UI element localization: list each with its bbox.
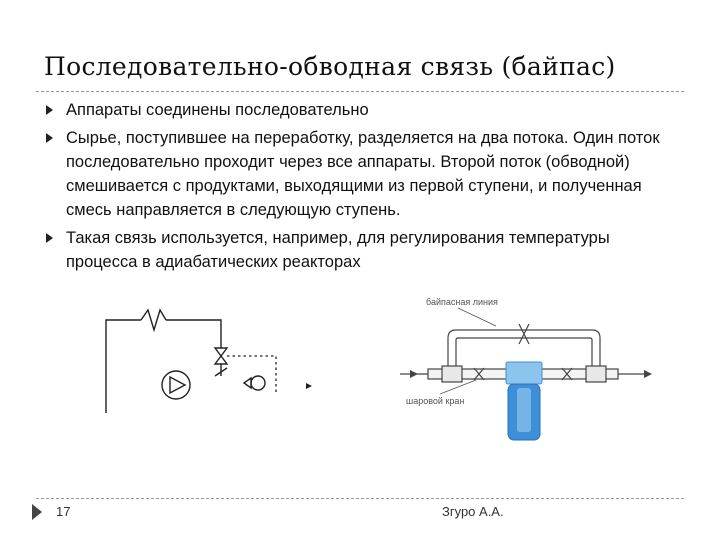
footer-arrow-icon xyxy=(32,504,42,520)
filter-head xyxy=(506,362,542,384)
bullet-list xyxy=(44,98,684,278)
process-schematic xyxy=(96,298,326,428)
right-tee xyxy=(586,366,606,382)
heat-exchanger-symbol xyxy=(141,310,166,330)
instrument-circle xyxy=(251,376,265,390)
bullet-item xyxy=(44,226,684,274)
slide-title: Последовательно-обводная связь (байпас) xyxy=(44,52,616,81)
bullet-text: Аппараты соединены последовательно xyxy=(66,101,369,119)
control-valve-symbol xyxy=(215,348,227,364)
bypass-valve-icon xyxy=(519,324,529,344)
bullet-arrow-icon xyxy=(46,233,53,243)
author-name: Згуро А.А. xyxy=(442,504,504,519)
bullet-text: Сырье, поступившее на переработку, разделяется на два потока. Один поток последовательно проходит через все аппараты. Второй поток (обводной) смешивается с продуктами, выходящими из первой ступени, и полученная смесь направляется в следующую ступень. xyxy=(66,129,660,219)
valve-stem xyxy=(215,364,227,376)
bullet-item xyxy=(44,126,684,222)
left-tee xyxy=(442,366,462,382)
bullet-item xyxy=(44,98,684,122)
bypass-filter-diagram xyxy=(396,294,661,449)
footer-divider xyxy=(36,498,684,499)
outflow-arrow-icon xyxy=(644,370,652,378)
bypass-label-leader xyxy=(458,308,496,326)
bullet-text: Такая связь используется, например, для регулирования температуры процесса в адиабатических реакторах xyxy=(66,229,610,271)
instrument-line xyxy=(244,378,251,388)
bullet-arrow-icon xyxy=(46,133,53,143)
pump-triangle xyxy=(170,377,185,393)
inflow-arrow-icon xyxy=(410,370,418,378)
ball-valve-label: шаровой кран xyxy=(406,396,465,406)
bypass-line-label: байпасная линия xyxy=(426,297,498,307)
title-divider xyxy=(36,91,684,92)
filter-cartridge xyxy=(517,388,531,432)
bullet-arrow-icon xyxy=(46,105,53,115)
page-number: 17 xyxy=(56,504,71,519)
flow-arrow-icon xyxy=(306,383,312,389)
process-line xyxy=(106,320,221,413)
